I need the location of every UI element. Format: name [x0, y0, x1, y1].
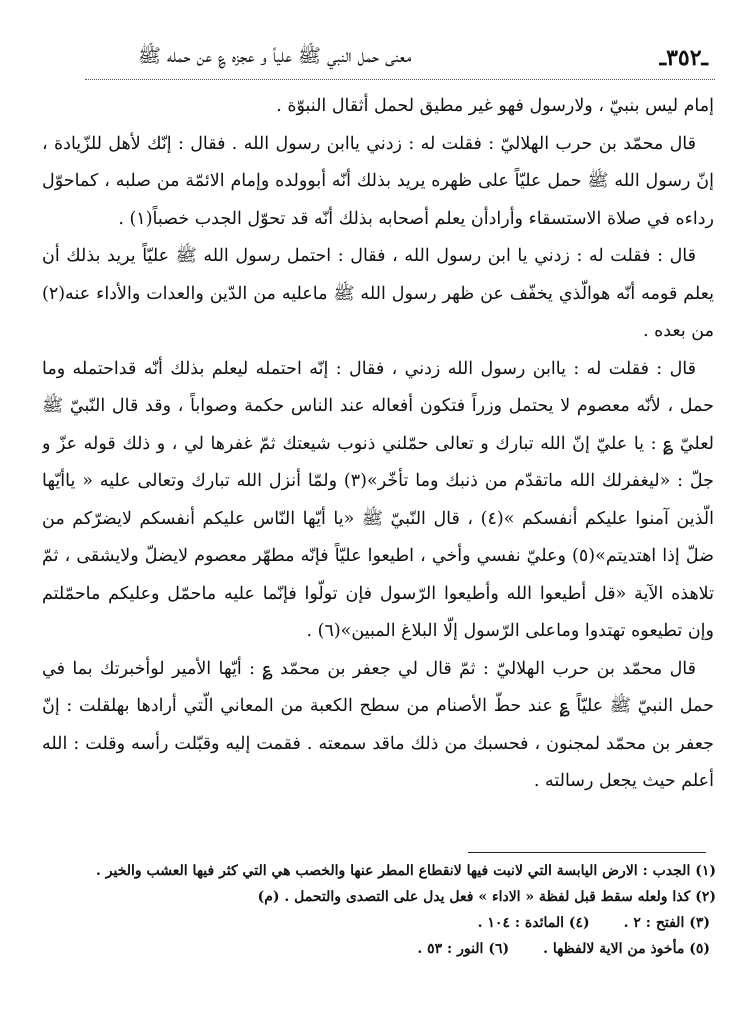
page-header — [138, 40, 708, 76]
page-number: ـ٣٥٢ـ — [659, 45, 708, 71]
footnote: (٥) مأخوذ من الاية لالفظها . — [543, 941, 710, 957]
footnote-row — [28, 936, 716, 962]
footnote: (٢) كذا ولعله سقط قبل لفظة « الاداء » فعل يدل على التصدى والتحمل . (م) — [257, 889, 716, 905]
footnote: (١) الجدب : الارض اليابسة التي لانبت فيها لانقطاع المطر عنها والخصب هي التي كثر فيها العشب والخير . — [96, 863, 716, 879]
paragraph: قال : فقلت له : زدني يا ابن رسول الله ، فقال : احتمل رسول الله ﷺ عليّاً يريد بذلك أن يعلم قومه أنّه هوالّذي يخفّف عن ظهر رسول الله ﷺ ماعليه من الدّين والعدات والأداء عنه(٢) من بعده . — [42, 246, 714, 341]
paragraph: قال : فقلت له : ياابن رسول الله زدني ، فقال : إنّه احتمله ليعلم بذلك أنّه قداحتمله وما حمل ، لأنّه معصوم لا يحتمل وزراً فتكون أفعاله عند الناس حكمة وصواباً ، وقد قال النّبيّ ﷺ لعليّ ؏ : يا عليّ إنّ الله تبارك و تعالى حمّلني ذنوب شيعتك ثمّ غفرها لي ، و ذلك قوله عزّ و جلّ : «ليغفرلك الله ماتقدّم من ذنبك وما تأخّر»(٣) ولمّا أنزل الله تبارك وتعالى عليه « ياأيّها الّذين آمنوا عليكم أنفسكم »(٤) ، قال النّبيّ ﷺ «يا أيّها النّاس عليكم أنفسكم لايضرّكم من ضلّ إذا اهتديتم»(٥) وعليّ نفسي وأخي ، اطيعوا عليّاً فإنّه مطهّر معصوم لايضلّ ولايشقى ، ثمّ تلاهذه الآية «قل أطيعوا الله وأطيعوا الرّسول فإن تولّوا فإنّما عليه ماحمّل وعليكم ماحمّلتم وإن تطيعوه تهتدوا وماعلى الرّسول إلّا البلاغ المبين»(٦) . — [42, 358, 714, 641]
paragraph: قال محمّد بن حرب الهلاليّ : فقلت له : زدني ياابن رسول الله . فقال : إنّك لأهل للزّيادة ، إنّ رسول الله ﷺ حمل عليّاً على ظهره يريد بذلك أنّه أبوولده وإمام الائمّة من صلبه ، كماحوّل رداءه في صلاة الاستسقاء وأرادأن يعلم أصحابه بذلك أنّه قد تحوّل الجدب خصباً(١) . — [42, 133, 714, 229]
paragraph: إمام ليس بنبيّ ، ولارسول فهو غير مطيق لحمل أثقال النبوّة . — [276, 96, 714, 116]
header-divider — [85, 79, 715, 80]
paragraph: قال محمّد بن حرب الهلاليّ : ثمّ قال لي جعفر بن محمّد ؏ : أيّها الأمير لوأخبرتك بما في حمل النبيّ ﷺ عليّاً ؏ عند حطّ الأصنام من سطح الكعبة من المعاني الّتي أرادها بهلقلت : إنّ جعفر بن محمّد لمجنون ، فحسبك من ذلك ماقد سمعته . فقمت إليه وقبّلت رأسه وقلت : الله أعلم حيث يجعل رسالته . — [42, 658, 714, 791]
main-text — [42, 88, 714, 850]
footnote-row — [28, 910, 716, 936]
footnote-divider — [468, 852, 706, 853]
footnote: (٤) المائدة : ١٠٤ . — [477, 915, 590, 931]
footnote: (٦) النور : ٥٣ . — [417, 941, 510, 957]
running-title: معنى حمل النبي ﷺ علياً و عجزه ؏ عن حمله ﷺ — [138, 45, 412, 67]
footnote: (٣) الفتح : ٢ . — [623, 915, 710, 931]
footnotes — [28, 858, 716, 1018]
